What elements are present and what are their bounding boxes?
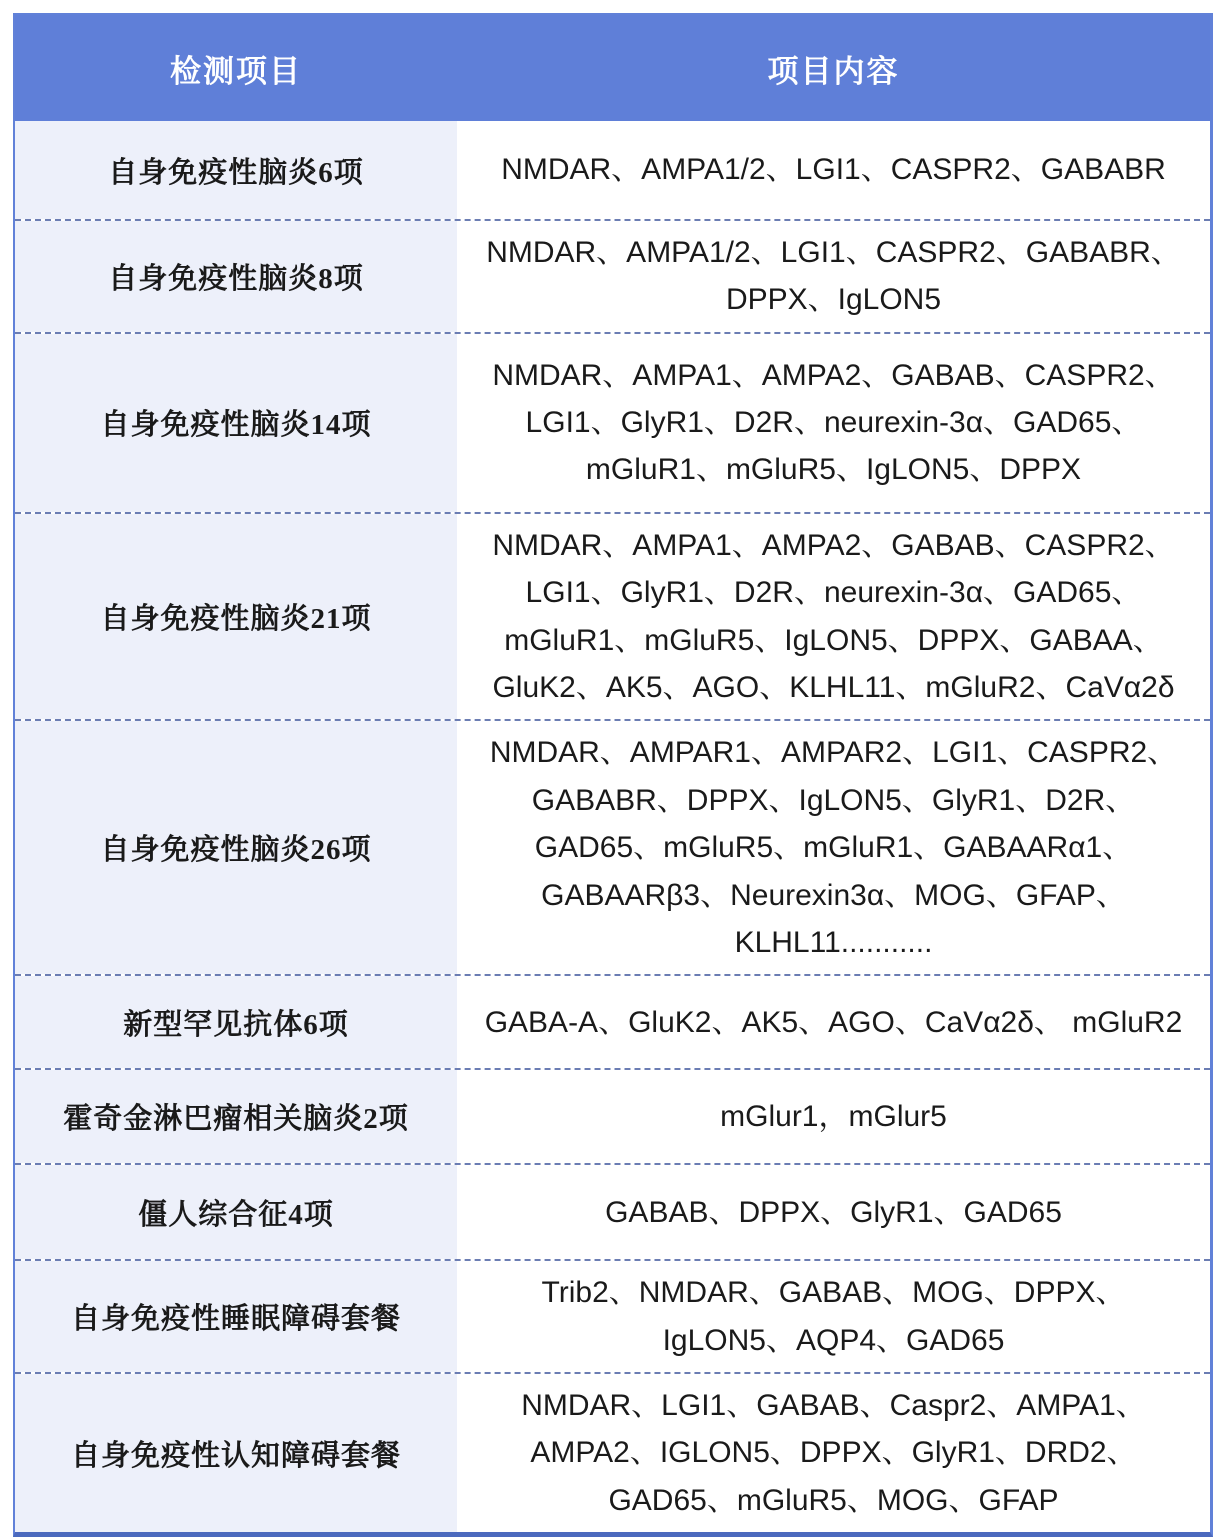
test-item-name: 自身免疫性睡眠障碍套餐 [15, 1261, 457, 1372]
panel-antibody-list: NMDAR、AMPA1/2、LGI1、CASPR2、GABABR、DPPX、IgLON5 [457, 221, 1210, 332]
table-header-row [15, 15, 1210, 121]
table-row [15, 332, 1210, 512]
table-body [15, 121, 1210, 1532]
test-item-name: 自身免疫性脑炎8项 [15, 221, 457, 332]
table-row [15, 219, 1210, 332]
test-item-name: 僵人综合征4项 [15, 1165, 457, 1259]
panel-antibody-list: GABA-A、GluK2、AK5、AGO、CaVα2δ、 mGluR2 [457, 976, 1210, 1068]
panel-antibody-list: mGlur1，mGlur5 [457, 1070, 1210, 1163]
panel-antibody-list: NMDAR、LGI1、GABAB、Caspr2、AMPA1、AMPA2、IGLON5、DPPX、GlyR1、DRD2、GAD65、mGluR5、MOG、GFAP [457, 1374, 1210, 1532]
test-item-name: 新型罕见抗体6项 [15, 976, 457, 1068]
table-row [15, 512, 1210, 720]
column-header-test-item: 检测项目 [170, 53, 302, 89]
panel-antibody-list: Trib2、NMDAR、GABAB、MOG、DPPX、IgLON5、AQP4、GAD65 [457, 1261, 1210, 1372]
table-row [15, 1372, 1210, 1532]
column-header-item-content: 项目内容 [767, 53, 900, 89]
panel-antibody-list: NMDAR、AMPA1、AMPA2、GABAB、CASPR2、LGI1、GlyR1、D2R、neurexin-3α、GAD65、mGluR1、mGluR5、IgLON5、DPPX、GABAA、GluK2、AK5、AGO、KLHL11、mGluR2、CaVα2δ [457, 514, 1210, 720]
test-item-name: 自身免疫性脑炎21项 [15, 514, 457, 720]
test-item-name: 自身免疫性认知障碍套餐 [15, 1374, 457, 1532]
test-item-name: 自身免疫性脑炎26项 [15, 721, 457, 974]
table-row [15, 1163, 1210, 1259]
panel-antibody-list: NMDAR、AMPA1、AMPA2、GABAB、CASPR2、LGI1、GlyR1、D2R、neurexin-3α、GAD65、mGluR1、mGluR5、IgLON5、DPPX [457, 334, 1210, 512]
table-row [15, 121, 1210, 219]
test-item-name: 霍奇金淋巴瘤相关脑炎2项 [15, 1070, 457, 1163]
test-item-name: 自身免疫性脑炎14项 [15, 334, 457, 512]
panel-antibody-list: NMDAR、AMPAR1、AMPAR2、LGI1、CASPR2、GABABR、DPPX、IgLON5、GlyR1、D2R、GAD65、mGluR5、mGluR1、GABAARα1、GABAARβ3、Neurexin3α、MOG、GFAP、KLHL11........... [457, 721, 1210, 974]
table-row [15, 1259, 1210, 1372]
table-row [15, 719, 1210, 974]
table-row [15, 1068, 1210, 1163]
test-panel-table [13, 13, 1213, 1537]
panel-antibody-list: GABAB、DPPX、GlyR1、GAD65 [457, 1165, 1210, 1259]
panel-antibody-list: NMDAR、AMPA1/2、LGI1、CASPR2、GABABR [457, 121, 1210, 219]
table-row [15, 974, 1210, 1068]
test-item-name: 自身免疫性脑炎6项 [15, 121, 457, 219]
